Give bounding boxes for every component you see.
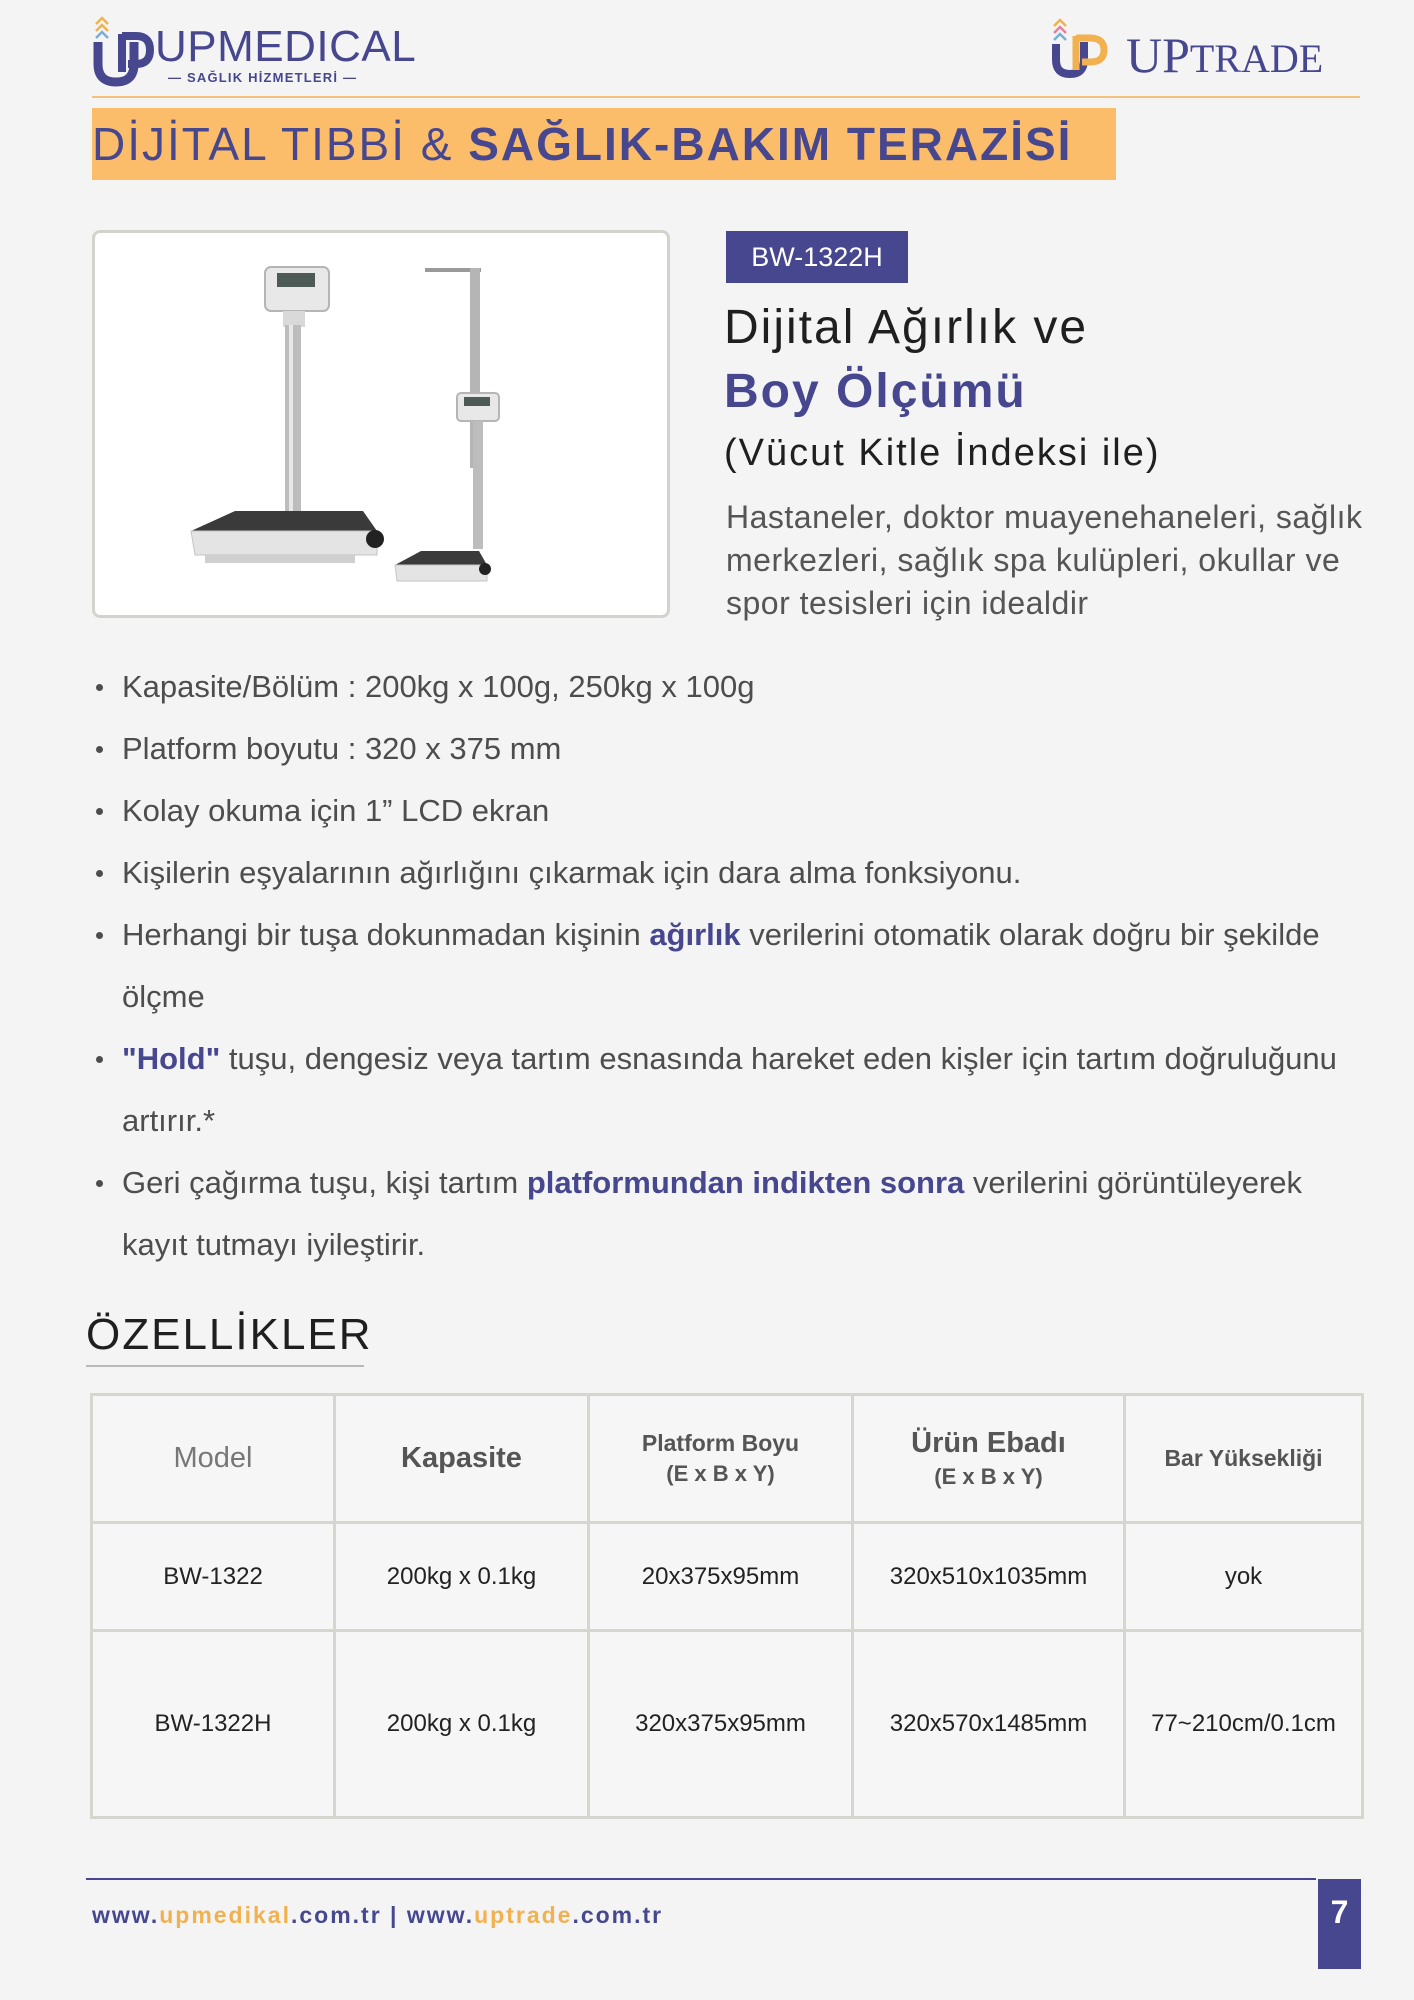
cell-capacity: 200kg x 0.1kg [335, 1631, 589, 1818]
cell-model: BW-1322 [92, 1523, 335, 1631]
uptrade-logo-icon [1050, 16, 1120, 80]
header-divider [92, 96, 1360, 98]
feature-item: "Hold" tuşu, dengesiz veya tartım esnasında hareket eden kişler için tartım doğruluğunu artırır.* [92, 1028, 1372, 1152]
cell-bar-height: 77~210cm/0.1cm [1125, 1631, 1363, 1818]
specs-heading: ÖZELLİKLER [86, 1310, 373, 1359]
col-header-model: Model [92, 1395, 335, 1523]
feature-list [92, 656, 1372, 1276]
cell-platform: 20x375x95mm [589, 1523, 853, 1631]
cell-bar-height: yok [1125, 1523, 1363, 1631]
model-badge: BW-1322H [726, 231, 908, 283]
page-title-bold: SAĞLIK-BAKIM TERAZİSİ [468, 118, 1073, 170]
feature-item: Platform boyutu : 320 x 375 mm [92, 718, 1372, 780]
product-heading-line2: Boy Ölçümü [724, 365, 1027, 418]
footer-divider [86, 1878, 1316, 1880]
cell-dimensions: 320x570x1485mm [853, 1631, 1125, 1818]
feature-item: Kişilerin eşyalarının ağırlığını çıkarmak için dara alma fonksiyonu. [92, 842, 1372, 904]
feature-item: Geri çağırma tuşu, kişi tartım platformundan indikten sonra verilerini görüntüleyerek kayıt tutmayı iyileştirir. [92, 1152, 1372, 1276]
cell-capacity: 200kg x 0.1kg [335, 1523, 589, 1631]
product-scale-illustration [95, 233, 667, 615]
product-intro-text: Hastaneler, doktor muayenehaneleri, sağlık merkezleri, sağlık spa kulüpleri, okullar ve spor tesisleri için idealdir [726, 499, 1363, 621]
page-title [92, 108, 1072, 180]
cell-dimensions: 320x510x1035mm [853, 1523, 1125, 1631]
upmedical-brand-text: UPMEDICAL [155, 22, 417, 71]
col-header-platform: Platform Boyu (E x B x Y) [589, 1395, 853, 1523]
product-heading-line1: Dijital Ağırlık ve [724, 301, 1089, 354]
page-title-light: DİJİTAL TIBBİ & [92, 118, 469, 170]
specs-table [90, 1393, 1364, 1819]
table-header-row [92, 1395, 1363, 1523]
upmedical-tagline: — SAĞLIK HİZMETLERİ — [168, 70, 358, 85]
table-row [92, 1523, 1363, 1631]
feature-item: Kolay okuma için 1” LCD ekran [92, 780, 1372, 842]
table-row [92, 1631, 1363, 1818]
page-number: 7 [1318, 1879, 1361, 1969]
feature-item: Kapasite/Bölüm : 200kg x 100g, 250kg x 100g [92, 656, 1372, 718]
upmedikal-link[interactable]: www.upmedikal.com.tr [92, 1902, 382, 1928]
col-header-capacity: Kapasite [335, 1395, 589, 1523]
col-header-bar-height: Bar Yüksekliği [1125, 1395, 1363, 1523]
footer-links: www.upmedikal.com.tr | www.uptrade.com.tr [92, 1902, 664, 1928]
uptrade-link[interactable]: www.uptrade.com.tr [406, 1902, 664, 1928]
col-header-dimensions: Ürün Ebadı (E x B x Y) [853, 1395, 1125, 1523]
product-heading-line3: (Vücut Kitle İndeksi ile) [724, 432, 1161, 474]
uptrade-brand-text: UPTRADE [1126, 27, 1324, 83]
feature-item: Herhangi bir tuşa dokunmadan kişinin ağırlık verilerini otomatik olarak doğru bir şekilde ölçme [92, 904, 1372, 1028]
product-image-frame [92, 230, 670, 618]
cell-model: BW-1322H [92, 1631, 335, 1818]
specs-heading-underline [86, 1365, 364, 1367]
cell-platform: 320x375x95mm [589, 1631, 853, 1818]
